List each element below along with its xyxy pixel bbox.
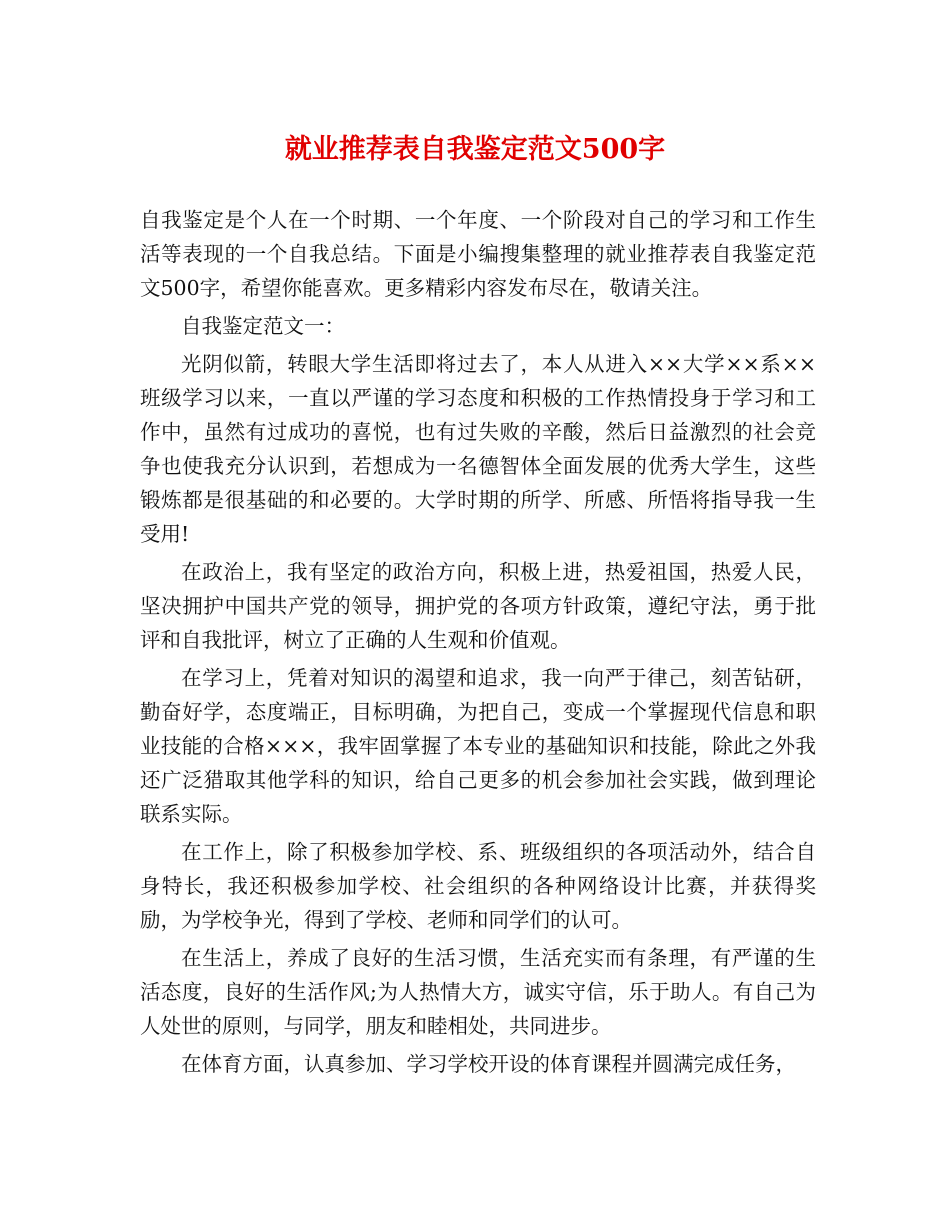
paragraph-work: 在工作上，除了积极参加学校、系、班级组织的各项活动外，结合自身特长，我还积极参加学校、社会组织的各种网络设计比赛，并获得奖励，为学校争光，得到了学校、老师和同学们的认可。	[140, 840, 816, 932]
paragraph-study: 在学习上，凭着对知识的渴望和追求，我一向严于律己，刻苦钻研，勤奋好学，态度端正，目标明确，为把自己，变成一个掌握现代信息和职业技能的合格×××，我牢固掌握了本专业的基础知识和技能，除此之外我还广泛猎取其他学科的知识，给自己更多的机会参加社会实践，做到理论联系实际。	[140, 666, 816, 826]
paragraph-intro: 自我鉴定是个人在一个时期、一个年度、一个阶段对自己的学习和工作生活等表现的一个自我总结。下面是小编搜集整理的就业推荐表自我鉴定范文500字，希望你能喜欢。更多精彩内容发布尽在，敬请关注。	[140, 208, 816, 300]
paragraph-life: 在生活上，养成了良好的生活习惯，生活充实而有条理，有严谨的生活态度，良好的生活作风;为人热情大方，诚实守信，乐于助人。有自己为人处世的原则，与同学，朋友和睦相处，共同进步。	[140, 946, 816, 1038]
document-body	[140, 203, 816, 1085]
paragraph-sample-heading: 自我鉴定范文一：	[181, 314, 345, 338]
paragraph-college-life: 光阴似箭，转眼大学生活即将过去了，本人从进入××大学××系××班级学习以来，一直以严谨的学习态度和积极的工作热情投身于学习和工作中，虽然有过成功的喜悦，也有过失败的辛酸，然后日益激烈的社会竞争也使我充分认识到，若想成为一名德智体全面发展的优秀大学生，这些锻炼都是很基础的和必要的。大学时期的所学、所感、所悟将指导我一生受用!	[140, 352, 816, 546]
paragraph-sports: 在体育方面，认真参加、学习学校开设的体育课程并圆满完成任务，	[181, 1052, 796, 1076]
paragraph-politics: 在政治上，我有坚定的政治方向，积极上进，热爱祖国，热爱人民，坚决拥护中国共产党的领导，拥护党的各项方针政策，遵纪守法，勇于批评和自我批评，树立了正确的人生观和价值观。	[140, 560, 816, 652]
document-title: 就业推荐表自我鉴定范文500字	[284, 134, 666, 165]
